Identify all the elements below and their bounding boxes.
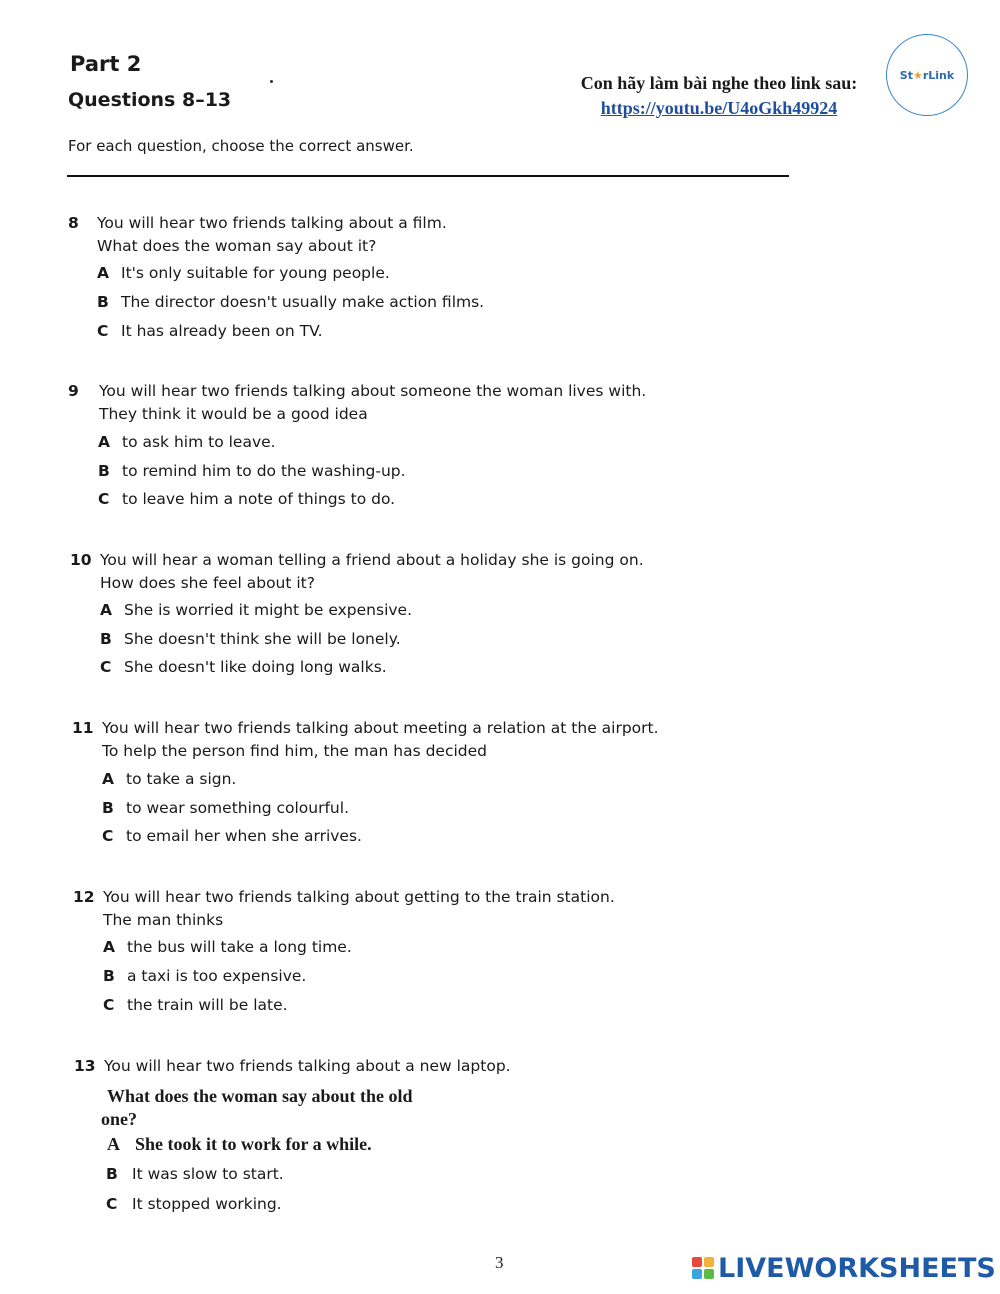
page-number: 3 — [495, 1253, 504, 1272]
questions-range: Questions 8–13 — [68, 89, 232, 111]
option-letter: C — [100, 658, 112, 676]
option-letter: A — [100, 601, 112, 619]
question-stem: You will hear a woman telling a friend about a holiday she is going on. — [100, 551, 644, 569]
option-text: She doesn't like doing long walks. — [124, 658, 387, 676]
option-text: She doesn't think she will be lonely. — [124, 630, 401, 648]
option-text: to take a sign. — [126, 770, 237, 788]
question-number: 12 — [73, 888, 95, 906]
listening-link[interactable]: https://youtu.be/U4oGkh49924 — [600, 98, 838, 118]
question-prompt: How does she feel about it? — [100, 574, 315, 592]
option-letter: B — [98, 462, 110, 480]
question-stem: You will hear two friends talking about getting to the train station. — [103, 888, 615, 906]
question-number: 9 — [68, 382, 79, 400]
option-letter: A — [107, 1134, 120, 1154]
star-icon: ★ — [912, 68, 923, 82]
option-9b[interactable] — [98, 462, 406, 480]
option-10a[interactable] — [100, 601, 412, 619]
question-prompt: What does the woman say about it? — [97, 237, 377, 255]
part-title: Part 2 — [70, 52, 142, 76]
option-12c[interactable] — [103, 996, 288, 1014]
option-9a[interactable] — [98, 433, 276, 451]
option-letter: B — [100, 630, 112, 648]
option-10c[interactable] — [100, 658, 387, 676]
option-text: The director doesn't usually make action films. — [121, 293, 485, 311]
option-text: to leave him a note of things to do. — [122, 490, 396, 508]
instruction-text: For each question, choose the correct answer. — [68, 137, 414, 155]
option-letter: C — [98, 490, 110, 508]
option-8b[interactable] — [97, 293, 484, 311]
option-text: the bus will take a long time. — [127, 938, 352, 956]
logo-text-pre: St — [899, 68, 913, 82]
question-prompt: The man thinks — [103, 911, 224, 929]
question-prompt: To help the person find him, the man has decided — [102, 742, 487, 760]
option-text: She is worried it might be expensive. — [124, 601, 413, 619]
option-text: to wear something colourful. — [126, 799, 349, 817]
option-11a[interactable] — [102, 770, 236, 788]
question-prompt: They think it would be a good idea — [99, 405, 368, 423]
option-text: It was slow to start. — [132, 1165, 284, 1183]
option-12a[interactable] — [103, 938, 352, 956]
header-divider — [67, 175, 789, 177]
question-number: 13 — [74, 1057, 96, 1075]
liveworksheets-grid-icon — [692, 1257, 714, 1279]
question-stem: You will hear two friends talking about meeting a relation at the airport. — [102, 719, 659, 737]
liveworksheets-brand: LIVEWORKSHEETS — [718, 1252, 996, 1284]
option-12b[interactable] — [103, 967, 306, 985]
option-letter: A — [97, 264, 109, 282]
option-letter: B — [106, 1165, 118, 1183]
option-8a[interactable] — [97, 264, 390, 282]
question-number: 10 — [70, 551, 92, 569]
option-text: She took it to work for a while. — [135, 1134, 372, 1154]
option-13a[interactable] — [107, 1134, 372, 1155]
stray-dot — [270, 80, 273, 83]
option-letter: A — [98, 433, 110, 451]
option-13c[interactable] — [106, 1195, 282, 1213]
option-letter: C — [106, 1195, 118, 1213]
option-8c[interactable] — [97, 322, 323, 340]
question-stem: You will hear two friends talking about someone the woman lives with. — [99, 382, 647, 400]
question-number: 8 — [68, 214, 79, 232]
option-letter: C — [97, 322, 109, 340]
option-10b[interactable] — [100, 630, 401, 648]
option-11b[interactable] — [102, 799, 349, 817]
option-text: to remind him to do the washing-up. — [122, 462, 406, 480]
option-text: It has already been on TV. — [121, 322, 323, 340]
question-prompt-cont: one? — [101, 1109, 137, 1129]
logo-text-post: rLink — [922, 68, 955, 82]
option-9c[interactable] — [98, 490, 395, 508]
option-letter: B — [97, 293, 109, 311]
option-text: the train will be late. — [127, 996, 288, 1014]
question-stem: You will hear two friends talking about a film. — [97, 214, 447, 232]
listen-note — [560, 71, 878, 121]
option-letter: A — [102, 770, 114, 788]
question-prompt: What does the woman say about the old — [107, 1086, 413, 1106]
option-text: to ask him to leave. — [122, 433, 276, 451]
option-letter: B — [102, 799, 114, 817]
liveworksheets-logo — [692, 1253, 996, 1283]
option-text: It stopped working. — [132, 1195, 282, 1213]
option-11c[interactable] — [102, 827, 362, 845]
option-letter: C — [103, 996, 115, 1014]
option-text: to email her when she arrives. — [126, 827, 362, 845]
option-letter: B — [103, 967, 115, 985]
question-stem: You will hear two friends talking about a new laptop. — [104, 1057, 511, 1075]
option-13b[interactable] — [106, 1165, 284, 1183]
question-number: 11 — [72, 719, 94, 737]
option-letter: C — [102, 827, 114, 845]
option-text: It's only suitable for young people. — [121, 264, 390, 282]
option-letter: A — [103, 938, 115, 956]
starlink-logo — [886, 34, 968, 116]
listen-note-text: Con hãy làm bài nghe theo link sau: — [580, 73, 858, 93]
option-text: a taxi is too expensive. — [127, 967, 307, 985]
